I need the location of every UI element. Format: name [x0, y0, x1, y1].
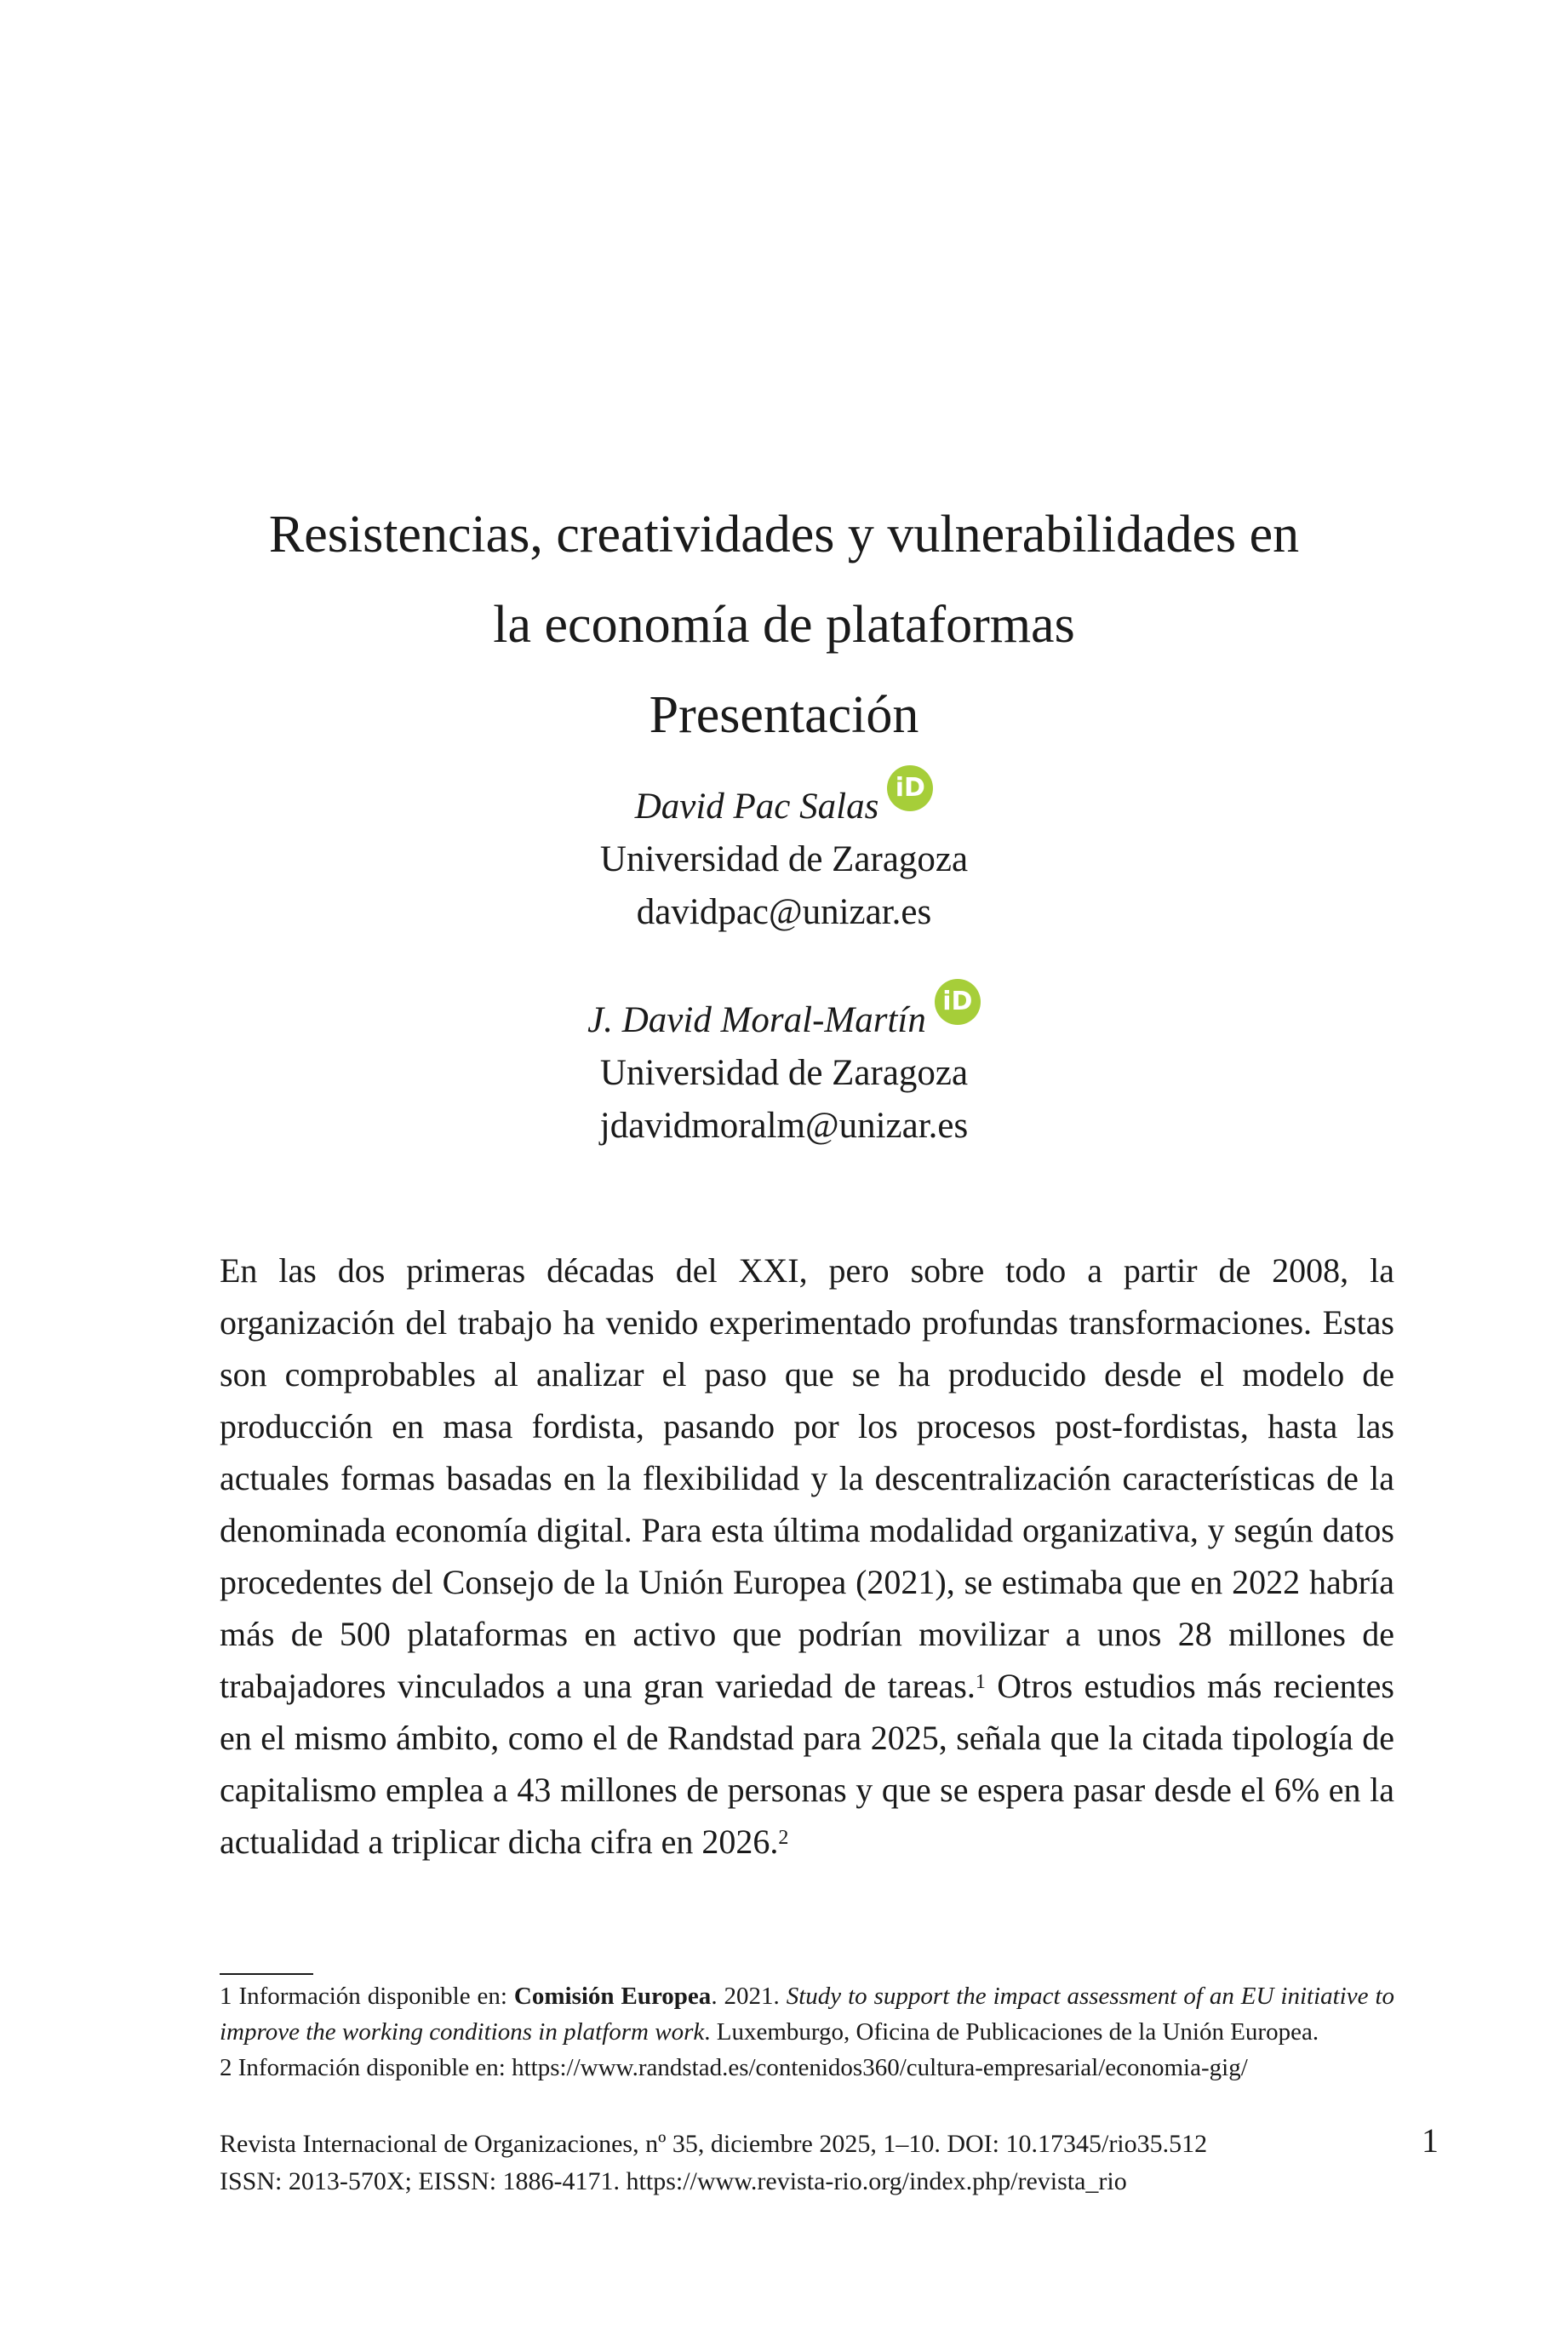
author-affiliation: Universidad de Zaragoza: [599, 839, 969, 879]
footnote-ref-1[interactable]: 1: [975, 1671, 986, 1693]
title-line-2: la economía de plataformas: [493, 596, 1075, 654]
author-block-2: [0, 987, 1568, 1153]
title-line-3: Presentación: [649, 686, 919, 744]
journal-info: [220, 2126, 1326, 2200]
abstract-paragraph: [220, 1245, 1394, 1868]
article-title: [153, 489, 1415, 760]
footnote-1-lead: 1 Información disponible en:: [220, 1983, 514, 2010]
footnote-1-author: Comisión Europea: [513, 1983, 712, 2010]
footnote-1: [220, 1978, 1394, 2050]
author-name: J. David Moral-Martín: [587, 1000, 926, 1040]
page-number: 1: [1422, 2121, 1439, 2160]
abstract-text-2: Otros estudios más recientes en el mismo ámbito, como el de Randstad para 2025, señala que la citada tipología de capitalismo emplea a 43 millones de personas y que se espera pasar desde el 6% en la actualidad a triplicar dicha cifra en 2026.: [220, 1667, 1395, 1861]
orcid-icon[interactable]: iD: [887, 765, 933, 811]
footnote-1-tail: . Luxemburgo, Oficina de Publicaciones de la Unión Europea.: [704, 2018, 1319, 2046]
footnote-2: 2 Información disponible en: https://www.randstad.es/contenidos360/cultura-empresarial/economia-gig/: [220, 2054, 1248, 2081]
orcid-icon[interactable]: iD: [935, 979, 981, 1025]
author-email[interactable]: jdavidmoralm@unizar.es: [599, 1106, 969, 1146]
author-block-1: [0, 773, 1568, 939]
title-line-1: Resistencias, creatividades y vulnerabilidades en: [268, 506, 1300, 564]
footnotes: [220, 1978, 1394, 2086]
author-affiliation: Universidad de Zaragoza: [599, 1053, 969, 1093]
footnote-1-title: Study to support the impact assessment of an EU initiative to improve the working conditions in platform work: [220, 1983, 1394, 2046]
footnote-1-year: . 2021.: [711, 1983, 787, 2010]
author-name: David Pac Salas: [634, 787, 879, 827]
footnote-divider: [220, 1973, 313, 1975]
journal-citation: Revista Internacional de Organizaciones, nº 35, diciembre 2025, 1–10. DOI: 10.17345/rio35.512: [220, 2130, 1208, 2158]
journal-issn: ISSN: 2013-570X; EISSN: 1886-4171. https://www.revista-rio.org/index.php/revista_rio: [220, 2167, 1127, 2195]
footnote-ref-2[interactable]: 2: [778, 1827, 789, 1849]
abstract-text-1: En las dos primeras décadas del XXI, pero sobre todo a partir de 2008, la organización del trabajo ha venido experimentado profundas transformaciones. Estas son comprobables al analizar el paso que se ha producido desde el modelo de producción en masa fordista, pasando por los procesos post-fordistas, hasta las actuales formas basadas en la flexibilidad y la descentralización características de la denominada economía digital. Para esta última modalidad organizativa, y según datos procedentes del Consejo de la Unión Europea (2021), se estimaba que en 2022 habría más de 500 plataformas en activo que podrían movilizar a unos 28 millones de trabajadores vinculados a una gran variedad de tareas.: [220, 1251, 1394, 1705]
author-email[interactable]: davidpac@unizar.es: [636, 892, 932, 932]
